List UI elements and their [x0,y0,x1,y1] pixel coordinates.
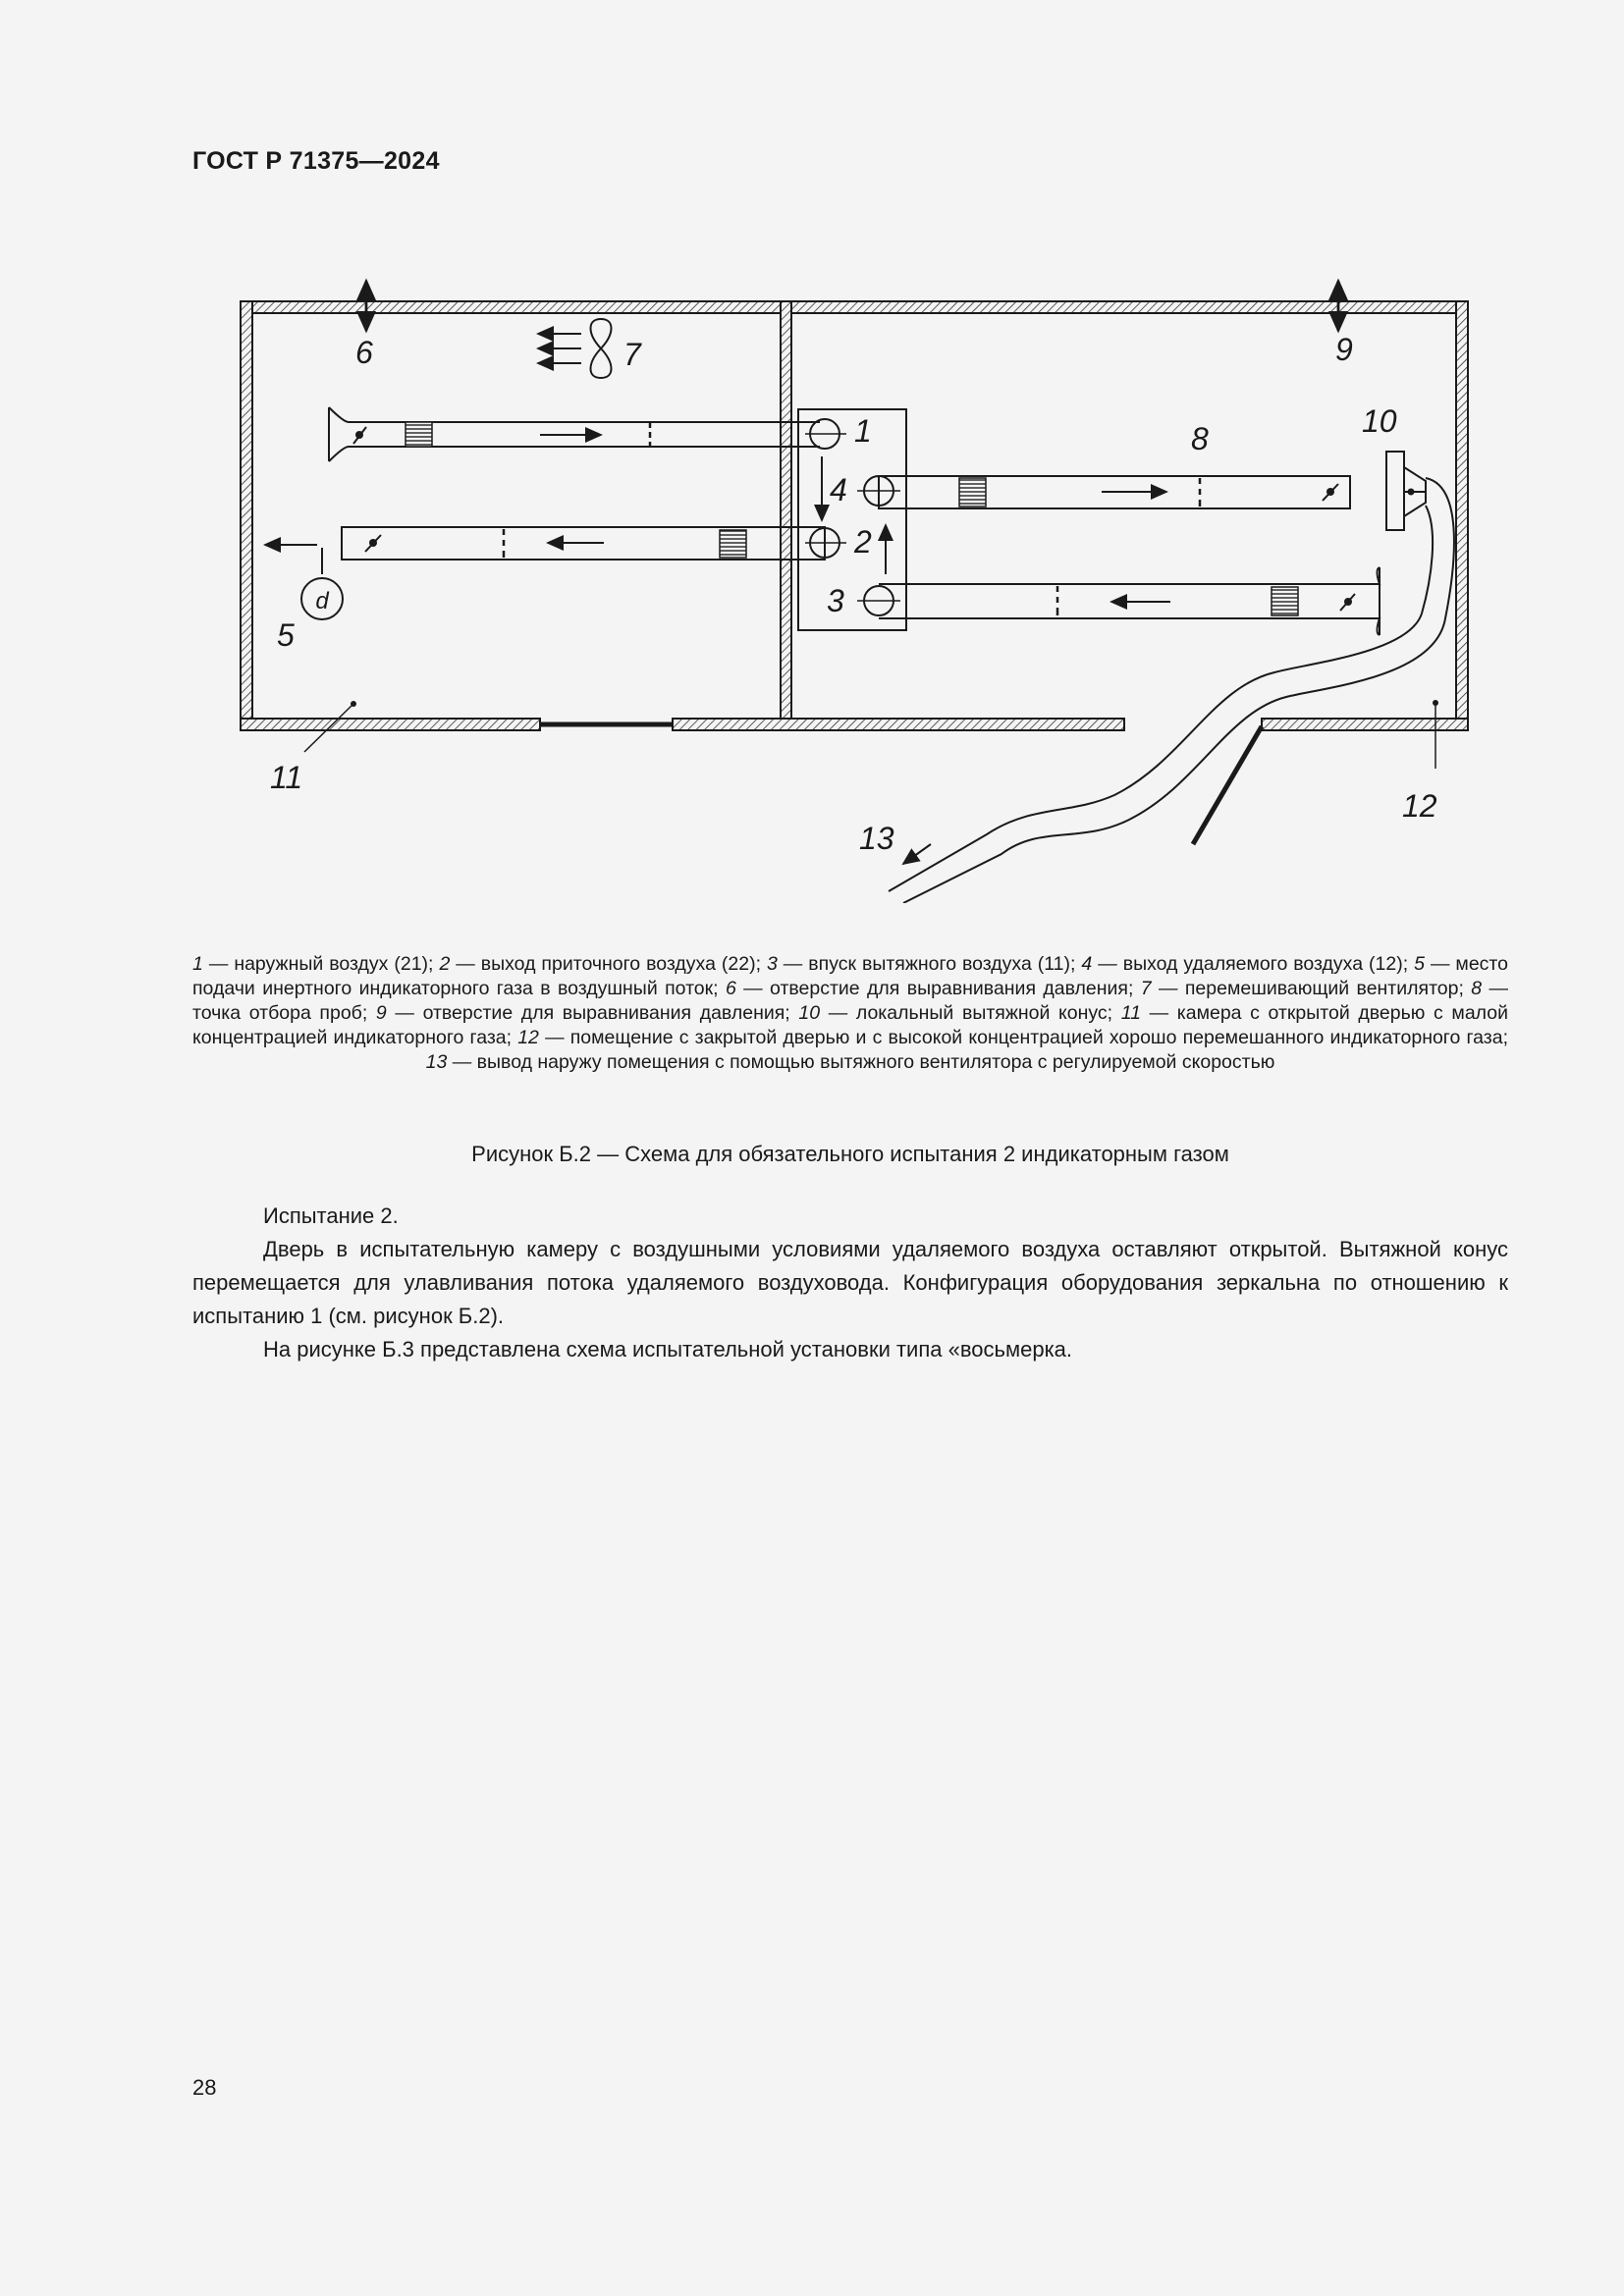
document-header: ГОСТ Р 71375—2024 [192,147,440,175]
paragraph-test-title: Испытание 2. [263,1203,399,1228]
legend-item-number: 11 [1120,1002,1141,1024]
figure-b2-diagram [226,275,1502,903]
figure-legend [192,952,1508,1075]
label-7: 7 [623,337,641,372]
extract-air-duct [857,525,1380,635]
legend-item-number: 10 [798,1002,821,1024]
legend-item-text: — впуск вытяжного воздуха (11); [777,953,1082,975]
legend-item-number: 12 [517,1027,539,1048]
outdoor-air-duct [329,407,846,461]
paragraph-test-description: Дверь в испытательную камеру с воздушными условиями удаляемого воздуха оставляют открытой. Вытяжной конус перемещается для улавливания потока удаляемого воздуховода. Конфигурация оборудования зеркальна по отношению к испытанию 1 (см. рисунок Б.2). [192,1237,1508,1328]
label-4: 4 [830,472,847,507]
legend-item-number: 2 [439,953,451,975]
tracer-gas-injection-point [265,545,343,619]
label-8: 8 [1191,421,1209,456]
mixing-fan [538,319,612,378]
supply-air-duct [342,456,846,560]
closed-door [1193,726,1262,844]
legend-item-text: — наружный воздух (21); [202,953,440,975]
exhaust-air-duct [857,476,1350,508]
legend-item-text: — камера с открытой дверью с малой концентрацией индикаторного газа; [192,1002,1509,1048]
legend-item-text: — выход удаляемого воздуха (12); [1092,953,1415,975]
legend-item-number: 13 [425,1051,448,1073]
legend-item-text: — место подачи инертного индикаторного газа в воздушный поток; [192,953,1508,999]
label-5: 5 [277,617,295,653]
page-number: 28 [192,2075,217,2100]
building-walls [241,301,1468,844]
legend-item-number: 4 [1081,953,1093,975]
legend-item-text: — помещение с закрытой дверью и с высокой концентрацией хорошо перемешанного индикаторного газа; [538,1027,1509,1048]
paragraph-figure-reference: На рисунке Б.3 представлена схема испытательной установки типа «восьмерка. [263,1337,1073,1362]
label-9: 9 [1335,332,1353,367]
label-2: 2 [854,524,872,560]
legend-item-text: — отверстие для выравнивания давления; [386,1002,799,1024]
label-6: 6 [355,335,373,370]
label-3: 3 [827,583,844,618]
legend-item-text: — выход приточного воздуха (22); [450,953,767,975]
legend-item-number: 1 [192,953,203,975]
legend-item-number: 7 [1140,978,1152,999]
symbol-d: d [315,588,329,614]
ventilation-unit [798,409,906,630]
legend-item-number: 8 [1471,978,1483,999]
legend-item-number: 5 [1414,953,1425,975]
legend-item-number: 9 [375,1002,387,1024]
label-1: 1 [854,413,872,449]
legend-item-text: — вывод наружу помещения с помощью вытяжного вентилятора с регулируемой скоростью [447,1051,1275,1073]
legend-item-text: — отверстие для выравнивания давления; [735,978,1141,999]
body-text [192,1200,1508,1366]
label-11: 11 [270,760,303,795]
legend-item-text: — точка отбора проб; [192,978,1508,1024]
legend-item-text: — локальный вытяжной конус; [820,1002,1121,1024]
legend-item-text: — перемешивающий вентилятор; [1151,978,1472,999]
label-12: 12 [1402,788,1437,824]
exhaust-cone-and-hose [889,452,1454,903]
figure-caption: Рисунок Б.2 — Схема для обязательного испытания 2 индикаторным газом [471,1142,1229,1166]
label-13: 13 [859,821,894,856]
label-10: 10 [1362,403,1397,439]
legend-item-number: 3 [766,953,778,975]
legend-item-number: 6 [725,978,736,999]
test-setup-schematic [226,275,1502,903]
